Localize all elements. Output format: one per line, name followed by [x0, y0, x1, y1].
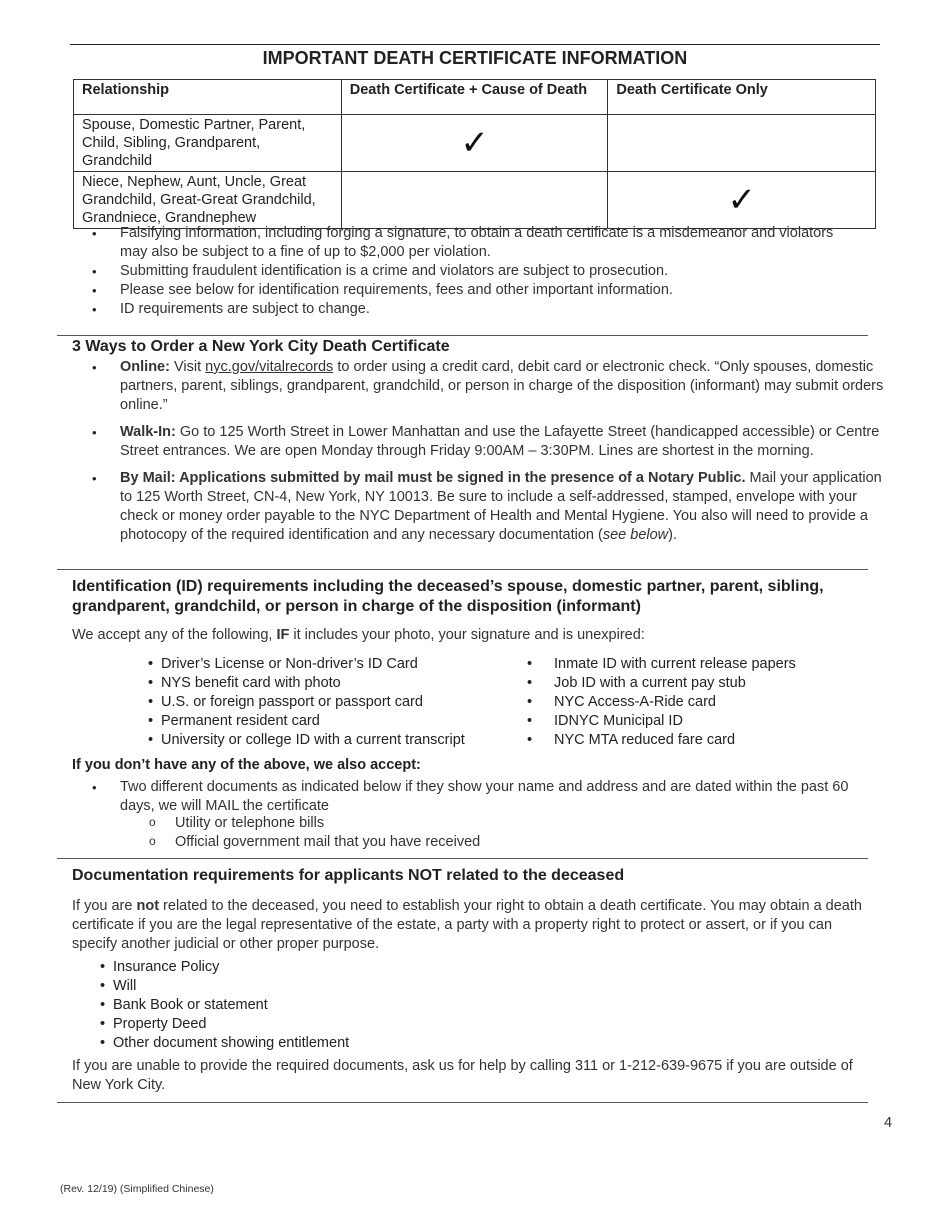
- list-item-text: Inmate ID with current release papers: [554, 656, 796, 672]
- list-item-text: NYC Access-A-Ride card: [554, 694, 716, 710]
- table-row: [74, 115, 876, 172]
- list-item: • Will: [100, 978, 137, 994]
- list-item: • NYC MTA reduced fare card: [527, 732, 736, 748]
- warnings-list: [120, 224, 835, 319]
- doc-intro: [72, 897, 872, 954]
- list-item: • U.S. or foreign passport or passport card: [148, 694, 423, 710]
- accept-text: [72, 626, 645, 645]
- online-label: Online:: [120, 359, 170, 375]
- see-below-text: see below: [602, 527, 669, 543]
- list-item-text: Job ID with a current pay stub: [554, 675, 746, 691]
- list-item: • Submitting fraudulent identification is a crime and violators are subject to prosecution.: [120, 262, 835, 281]
- doc-intro-pre: If you are: [72, 898, 137, 914]
- accept-pre: We accept any of the following,: [72, 627, 277, 643]
- mail-label: By Mail: Applications submitted by mail must be signed in the presence of a Notary Public.: [120, 470, 746, 486]
- list-item: • ID requirements are subject to change.: [120, 300, 835, 319]
- relationship-cell: Niece, Nephew, Aunt, Uncle, Great Grandchild, Great-Great Grandchild, Grandniece, Grandnephew: [74, 172, 342, 229]
- section-divider: [57, 335, 868, 336]
- table-row: [74, 172, 876, 229]
- list-item-text: NYC MTA reduced fare card: [554, 732, 736, 748]
- alt-list: [120, 778, 860, 816]
- list-item: [120, 423, 885, 461]
- header-relationship: Relationship: [74, 80, 342, 115]
- list-item-text: Bank Book or statement: [113, 997, 268, 1013]
- list-item: o Utility or telephone bills: [175, 814, 480, 833]
- walkin-text: Go to 125 Worth Street in Lower Manhattan and use the Lafayette Street (handicapped accessible) or Centre Street entrances. We are open Monday through Friday 9:00AM – 3:30PM. Lines are shortest in the morning.: [120, 424, 880, 459]
- list-item-text: Will: [113, 978, 137, 994]
- list-item: • Falsifying information, including forging a signature, to obtain a death certificate is a misdemeanor and violators may also be subject to a fine of up to $2,000 per violation.: [120, 224, 835, 262]
- list-item: o Official government mail that you have received: [175, 833, 480, 852]
- header-cert-only: Death Certificate Only: [608, 80, 876, 115]
- vitalrecords-link[interactable]: nyc.gov/vitalrecords: [205, 359, 334, 375]
- list-item: • Permanent resident card: [148, 713, 320, 729]
- list-item: • University or college ID with a current transcript: [148, 732, 465, 748]
- help-text: If you are unable to provide the required documents, ask us for help by calling 311 or 1-212-639-9675 if you are outside of New York City.: [72, 1058, 853, 1093]
- id-heading: Identification (ID) requirements including the deceased’s spouse, domestic partner, parent, sibling, grandparent, grandchild, or person in charge of the disposition (informant): [72, 578, 824, 615]
- list-item: • Insurance Policy: [100, 959, 220, 975]
- list-item-text: Driver’s License or Non-driver’s ID Card: [161, 656, 418, 672]
- list-item-text: University or college ID with a current transcript: [161, 732, 465, 748]
- header-cert-with-cause: Death Certificate + Cause of Death: [341, 80, 608, 115]
- relationship-cell: Spouse, Domestic Partner, Parent, Child, Sibling, Grandparent, Grandchild: [74, 115, 342, 172]
- online-text: to order using a credit card, debit card or electronic check. “Only spouses, domestic partners, parent, siblings, grandparent, grandchild, or person in charge of the disposition (informant) may submit orders online.”: [120, 359, 884, 413]
- accept-post: it includes your photo, your signature and is unexpired:: [289, 627, 645, 643]
- list-item: • IDNYC Municipal ID: [527, 713, 683, 729]
- list-item: • Two different documents as indicated below if they show your name and address and are dated within the past 60 days, we will MAIL the certificate: [120, 778, 860, 816]
- mail-text-end: ).: [668, 527, 677, 543]
- relationship-table: [73, 79, 876, 229]
- page-title: IMPORTANT DEATH CERTIFICATE INFORMATION: [262, 48, 688, 68]
- section-divider: [57, 858, 868, 859]
- doc-intro-post: related to the deceased, you need to establish your right to obtain a death certificate. You may obtain a death certificate if you are the legal representative of the estate, a party with a property right to protect or assert, or if you can specify another judicial or other proper purpose.: [72, 898, 862, 952]
- list-item: • Driver’s License or Non-driver’s ID Card: [148, 656, 418, 672]
- section-divider: [57, 569, 868, 570]
- online-text-pre: Visit: [169, 359, 206, 375]
- list-item: [120, 358, 885, 415]
- doc-list: [100, 958, 349, 1053]
- alt-sub-list: [175, 814, 480, 852]
- list-item: • Bank Book or statement: [100, 997, 268, 1013]
- list-item-text: IDNYC Municipal ID: [554, 713, 683, 729]
- list-item: • Other document showing entitlement: [100, 1035, 350, 1051]
- list-item-text: Permanent resident card: [161, 713, 320, 729]
- list-item: • Job ID with a current pay stub: [527, 675, 746, 691]
- accept-if: IF: [276, 627, 290, 643]
- table-header-row: [74, 80, 876, 115]
- list-item: • Inmate ID with current release papers: [527, 656, 796, 672]
- list-item-text: Insurance Policy: [113, 959, 220, 975]
- list-item-text: U.S. or foreign passport or passport card: [161, 694, 423, 710]
- list-item: • Please see below for identification requirements, fees and other important information.: [120, 281, 835, 300]
- walkin-label: Walk-In:: [120, 424, 176, 440]
- alt-heading: If you don’t have any of the above, we also accept:: [72, 757, 421, 773]
- list-item: [120, 469, 885, 545]
- list-item-text: Other document showing entitlement: [113, 1035, 350, 1051]
- checkmark-icon: ✓: [341, 115, 608, 172]
- page-number: 4: [884, 1115, 893, 1131]
- order-methods-list: [120, 358, 885, 545]
- list-item: • NYS benefit card with photo: [148, 675, 341, 691]
- bottom-rule: [57, 1102, 868, 1103]
- id-list-left: [148, 655, 465, 750]
- doc-heading: Documentation requirements for applicants NOT related to the deceased: [72, 867, 625, 884]
- mail-text: Mail your application to 125 Worth Street, CN-4, New York, NY 10013. Be sure to include a self-addressed, stamped, envelope with your check or money order payable to the NYC Department of Health and Mental Hygiene. You also will need to provide a photocopy of the required identification and any necessary documentation (: [120, 470, 882, 543]
- list-item: • Property Deed: [100, 1016, 207, 1032]
- list-item-text: Property Deed: [113, 1016, 207, 1032]
- order-heading: 3 Ways to Order a New York City Death Certificate: [72, 338, 450, 355]
- checkmark-icon: ✓: [608, 172, 876, 229]
- empty-cell: [341, 172, 608, 229]
- list-item-text: NYS benefit card with photo: [161, 675, 341, 691]
- list-item: • NYC Access-A-Ride card: [527, 694, 716, 710]
- empty-cell: [608, 115, 876, 172]
- top-rule: [70, 44, 880, 45]
- doc-intro-not: not: [136, 898, 160, 914]
- revision-footer: (Rev. 12/19) (Simplified Chinese): [60, 1183, 214, 1195]
- id-list-right: [527, 655, 796, 750]
